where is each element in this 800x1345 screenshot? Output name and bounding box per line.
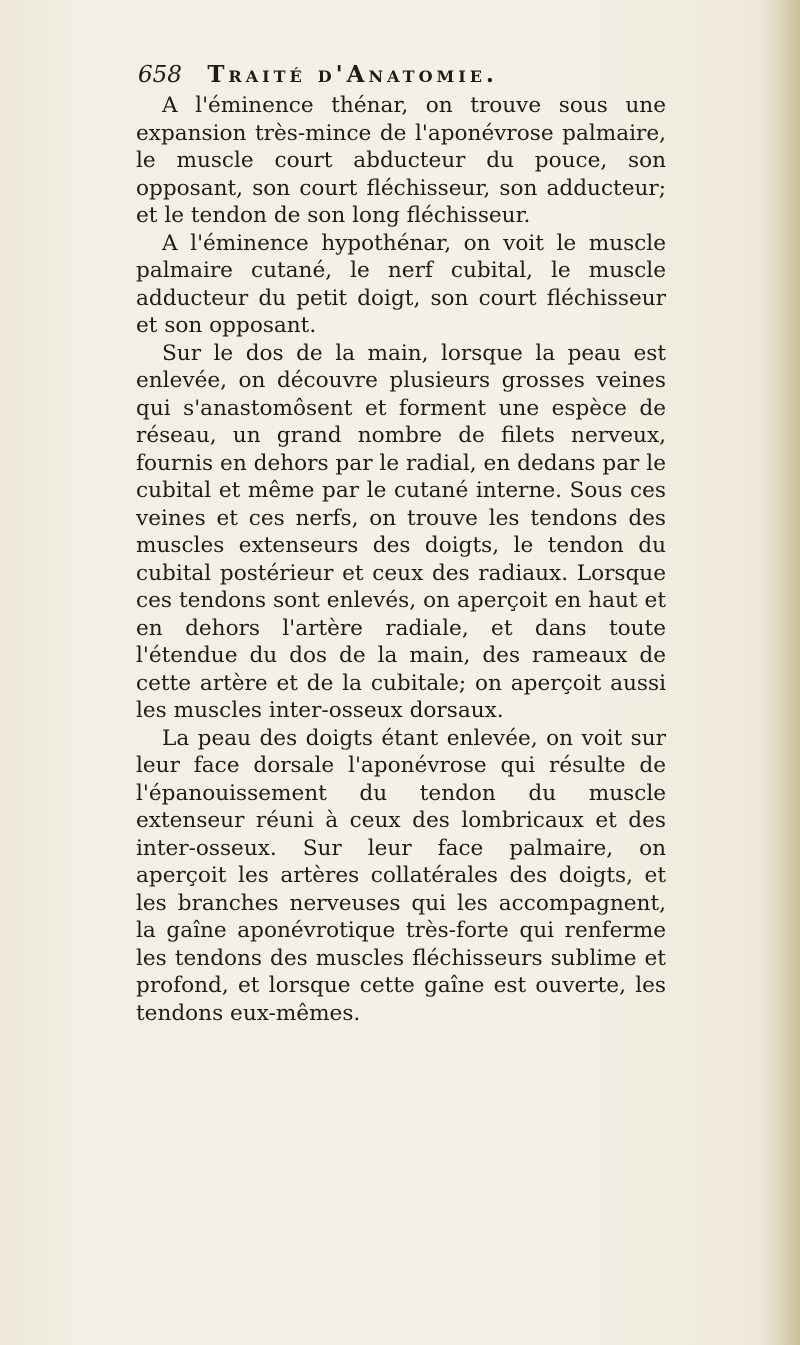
running-header [138, 58, 678, 92]
paragraph-thenar: A l'éminence thénar, on trouve sous une expansion très-mince de l'aponévrose palmaire, le muscle court abducteur du pouce, son opposant, son court fléchisseur, son adducteur; et le tendon de son long fléchisseur. [136, 93, 666, 228]
paragraph-hypothenar: A l'éminence hypothénar, on voit le muscle palmaire cutané, le nerf cubital, le muscle adducteur du petit doigt, son court fléchisseur et son opposant. [136, 230, 666, 338]
page-number: 658 [138, 62, 182, 88]
page-edge-shadow [762, 0, 800, 1345]
body-text [136, 92, 666, 1027]
paragraph-dos-de-la-main: Sur le dos de la main, lorsque la peau est enlevée, on découvre plusieurs grosses veines qui s'anastomôsent et forment une espèce de réseau, un grand nombre de filets nerveux, fournis en dehors par le radial, en dedans par le cubital et même par le cutané interne. Sous ces veines et ces nerfs, on trouve les tendons des muscles extenseurs des doigts, le tendon du cubital postérieur et ceux des radiaux. Lorsque ces tendons sont enlevés, on aperçoit en haut et en dehors l'artère radiale, et dans toute l'étendue du dos de la main, des rameaux de cette artère et de la cubitale; on aperçoit aussi les muscles inter-osseux dorsaux. [136, 340, 666, 723]
running-title: Traité d'Anatomie. [207, 61, 498, 88]
paragraph-doigts: La peau des doigts étant enlevée, on voit sur leur face dorsale l'aponévrose qui résulte de l'épanouissement du tendon du muscle extenseur réuni à ceux des lombricaux et des inter-osseux. Sur leur face palmaire, on aperçoit les artères collatérales des doigts, et les branches nerveuses qui les accompagnent, la gaîne aponévrotique très-forte qui renferme les tendons des muscles fléchisseurs sublime et profond, et lorsque cette gaîne est ouverte, les tendons eux-mêmes. [136, 725, 666, 1026]
